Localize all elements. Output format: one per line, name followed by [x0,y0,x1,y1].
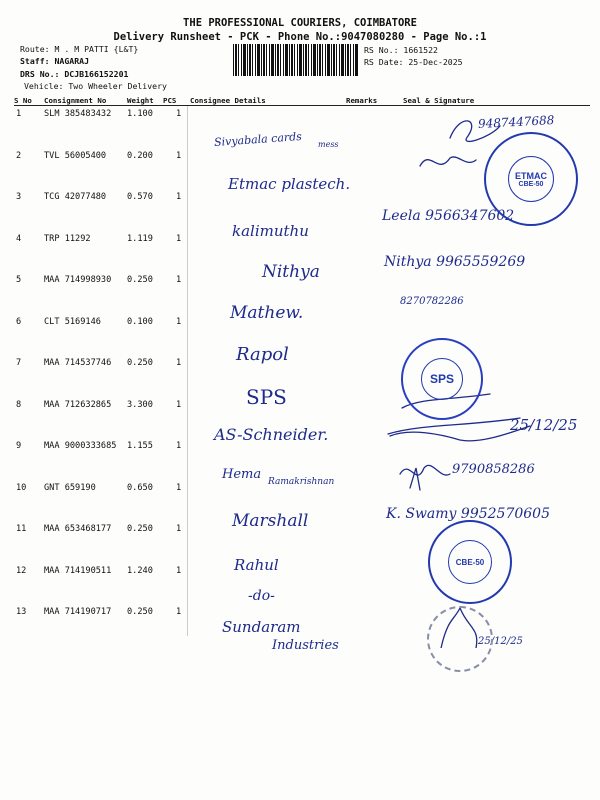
col-remarks: Remarks [346,96,378,105]
rs-date: RS Date: 25-Dec-2025 [364,57,463,67]
etmac-name: ETMAC [515,170,547,181]
hw-consignee-3: kalimuthu [232,222,309,240]
row-sno: 11 [16,524,27,534]
row-consignment-no: TCG 42077480 [44,192,107,202]
col-sno: S No [14,96,32,105]
row-weight: 0.100 [127,316,153,327]
row-consignment-no: MAA 712632865 [44,399,112,410]
vehicle-text: Vehicle: Two Wheeler Delivery [24,81,167,91]
row-weight: 1.155 [127,441,153,451]
hw-consignee-9: Hema [222,467,262,482]
row-pcs: 1 [176,150,182,161]
hw-remark-10: K. Swamy 9952570605 [386,506,550,522]
row-pcs: 1 [176,565,182,576]
signature-9 [400,465,450,475]
row-pcs: 1 [176,275,182,285]
hw-consignee-2: Etmac plastech. [228,175,351,193]
col-pcs: PCS [163,96,177,105]
hw-remark-13: 25/12/25 [478,636,523,647]
row-sno: 3 [16,192,22,202]
etmac-plastech-stamp [484,132,578,226]
row-consignment-no: MAA 9000333685 [44,441,117,451]
row-weight: 1.100 [127,109,153,119]
row-sno: 9 [16,441,22,451]
row-pcs: 1 [176,524,182,534]
row-weight: 0.250 [127,275,153,285]
hw-remark-8: 25/12/25 [510,416,578,434]
hw-remark-3: Leela 9566347602 [382,208,515,224]
hw-consignee-8: AS-Schneider. [214,425,329,444]
hw-remark-5: 8270782286 [400,296,464,307]
barcode [233,44,359,76]
row-weight: 1.240 [127,565,153,576]
col-signature: Seal & Signature [403,96,475,105]
row-consignment-no: TRP 11292 [44,233,91,244]
row-pcs: 1 [176,192,182,202]
etmac-city: CBE-50 [518,180,544,188]
col-consignment: Consignment No [44,96,107,105]
row-consignment-no: MAA 714537746 [44,358,112,368]
row-consignment-no: GNT 659190 [44,482,96,493]
faint-round-stamp [427,606,493,672]
hw-consignee-11: Rahul [234,556,279,574]
hw-remark-9: 9790858286 [452,462,535,477]
hw-consignee-12: -do- [248,588,275,604]
hw-remark-4: Nithya 9965559269 [384,254,526,270]
row-weight: 0.650 [127,482,153,493]
hw-consignee-5: Mathew. [230,303,304,323]
row-sno: 8 [16,399,22,410]
signature-2 [420,157,476,166]
row-sno: 5 [16,275,22,285]
sps-label: SPS [429,372,454,386]
hw-consignee-6: Rapol [236,344,289,365]
drs-number: DRS No.: DCJB166152201 [20,69,129,79]
row-pcs: 1 [176,233,182,244]
row-weight: 0.250 [127,358,153,368]
hw-consignee-9b: Ramakrishnan [268,477,335,487]
hw-remark-1: 9487447688 [477,113,555,131]
header-rule [14,105,590,106]
row-weight: 3.300 [127,399,153,410]
row-consignment-no: TVL 56005400 [44,150,107,161]
row-pcs: 1 [176,482,182,493]
column-divider [187,106,188,636]
row-consignment-no: CLT 5169146 [44,316,101,327]
row-sno: 7 [16,358,22,368]
intl-city: CBE-50 [455,557,485,567]
row-weight: 0.250 [127,607,153,617]
row-consignment-no: MAA 714190717 [44,607,112,617]
row-sno: 13 [16,607,27,617]
row-weight: 0.570 [127,192,153,202]
row-weight: 0.200 [127,150,153,161]
runsheet-subtitle: Delivery Runsheet - PCK - Phone No.:9047080280 - Page No.:1 [113,31,487,43]
row-weight: 0.250 [127,524,153,534]
hw-consignee-7: SPS [246,385,287,409]
hw-consignee-13: Sundaram [222,618,301,636]
row-sno: 1 [16,109,22,119]
sps-stamp [401,338,483,420]
hw-consignee-1: Sivyabala cards [213,129,303,150]
row-consignment-no: MAA 714190511 [44,565,112,576]
row-consignment-no: MAA 714998930 [44,275,112,285]
col-weight: Weight [127,96,154,105]
row-weight: 1.119 [127,233,153,244]
row-consignment-no: SLM 385483432 [44,109,112,119]
row-sno: 6 [16,316,22,327]
signature-1 [450,121,500,142]
hw-consignee-1b: mess [318,140,339,149]
hw-consignee-13b: Industries [272,638,339,653]
row-pcs: 1 [176,399,182,410]
company-title: THE PROFESSIONAL COURIERS, COIMBATORE [183,17,417,29]
row-pcs: 1 [176,358,182,368]
international-stamp [428,520,512,604]
row-sno: 4 [16,233,22,244]
row-pcs: 1 [176,109,182,119]
hw-consignee-10: Marshall [232,511,309,531]
row-sno: 10 [16,482,27,493]
staff-text: Staff: NAGARAJ [20,56,90,66]
rs-number: RS No.: 1661522 [364,45,438,55]
row-sno: 12 [16,565,27,576]
hw-consignee-4: Nithya [262,262,320,282]
route-text: Route: M . M PATTI {L&T} [20,44,139,54]
signature-8 [390,426,530,441]
row-consignment-no: MAA 653468177 [44,524,112,534]
col-consignee: Consignee Details [190,96,266,105]
row-pcs: 1 [176,441,182,451]
row-pcs: 1 [176,316,182,327]
row-sno: 2 [16,150,22,161]
row-pcs: 1 [176,607,182,617]
